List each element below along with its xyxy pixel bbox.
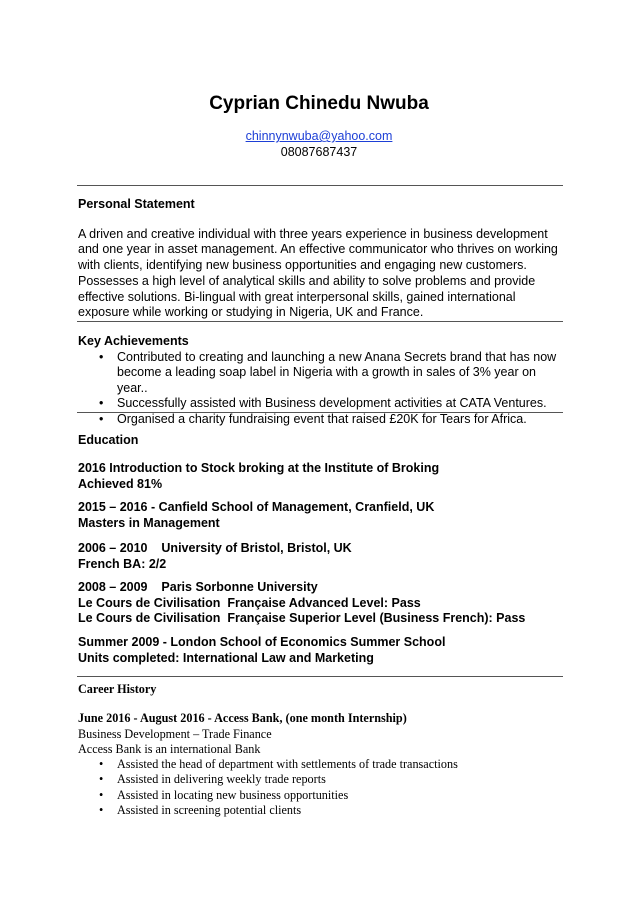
list-item: • Assisted in locating new business opportunities [78,788,562,803]
education-entry-title: Summer 2009 - London School of Economics Summer School [78,635,446,649]
job-department: Business Development – Trade Finance [78,726,272,741]
duties-list [78,757,562,818]
section-divider [77,185,563,186]
candidate-name: Cyprian Chinedu Nwuba [209,93,429,114]
email-link[interactable]: chinnynwuba@yahoo.com [245,129,393,143]
personal-statement-text: A driven and creative individual with three years experience in business development and one year in asset management. An effective communicator who thrives on working with clients, identifying new business opportunities and engaging new customers. Possesses a high level of analytical skills and ability to solve problems and provide effective solutions. Bi-lingual with great interpersonal skills, gained international exposure while working or studying in Nigeria, UK and France. [78,226,558,320]
list-item: • Organised a charity fundraising event that raised £20K for Tears for Africa. [78,412,562,428]
education-entry-title: 2015 – 2016 - Canfield School of Management, Cranfield, UK [78,500,435,514]
career-heading: Career History [78,682,157,696]
section-divider [77,676,563,677]
education-heading: Education [78,433,139,447]
list-item: • Assisted in screening potential clients [78,803,562,818]
education-entry-title: 2008 – 2009 Paris Sorbonne University [78,580,318,594]
education-entry [78,500,562,531]
education-entry [78,461,562,492]
education-entry-detail: Units completed: International Law and Marketing [78,650,374,665]
list-item: • Successfully assisted with Business development activities at CATA Ventures. [78,396,562,412]
education-entry-detail: Le Cours de Civilisation Française Advanced Level: Pass [78,595,421,610]
section-divider [77,412,563,413]
achievements-list [78,350,562,428]
list-item: • Assisted in delivering weekly trade reports [78,772,562,787]
job-title: June 2016 - August 2016 - Access Bank, (one month Internship) [78,711,407,726]
phone-number: 08087687437 [280,145,358,159]
key-achievements-heading: Key Achievements [78,334,189,348]
education-entry [78,541,562,572]
education-entry-detail: Achieved 81% [78,476,163,491]
job-description: Access Bank is an international Bank [78,741,261,756]
education-entry-title: 2006 – 2010 University of Bristol, Bristol, UK [78,541,352,555]
education-entry-title: 2016 Introduction to Stock broking at the Institute of Broking [78,461,440,475]
list-item: • Contributed to creating and launching a new Anana Secrets brand that has now become a leading soap label in Nigeria with a growth in sales of 3% year on year.. [78,350,562,397]
personal-statement-section [78,197,562,321]
education-entry [78,580,562,627]
section-divider [77,321,563,322]
education-entry [78,635,562,666]
list-item: • Assisted the head of department with settlements of trade transactions [78,757,562,772]
education-entry-detail: Le Cours de Civilisation Française Superior Level (Business French): Pass [78,611,526,625]
career-section [78,682,562,818]
key-achievements-section [78,334,562,427]
education-entry-detail: Masters in Management [78,515,220,530]
education-entry-detail: French BA: 2/2 [78,556,167,571]
personal-statement-heading: Personal Statement [78,197,195,211]
